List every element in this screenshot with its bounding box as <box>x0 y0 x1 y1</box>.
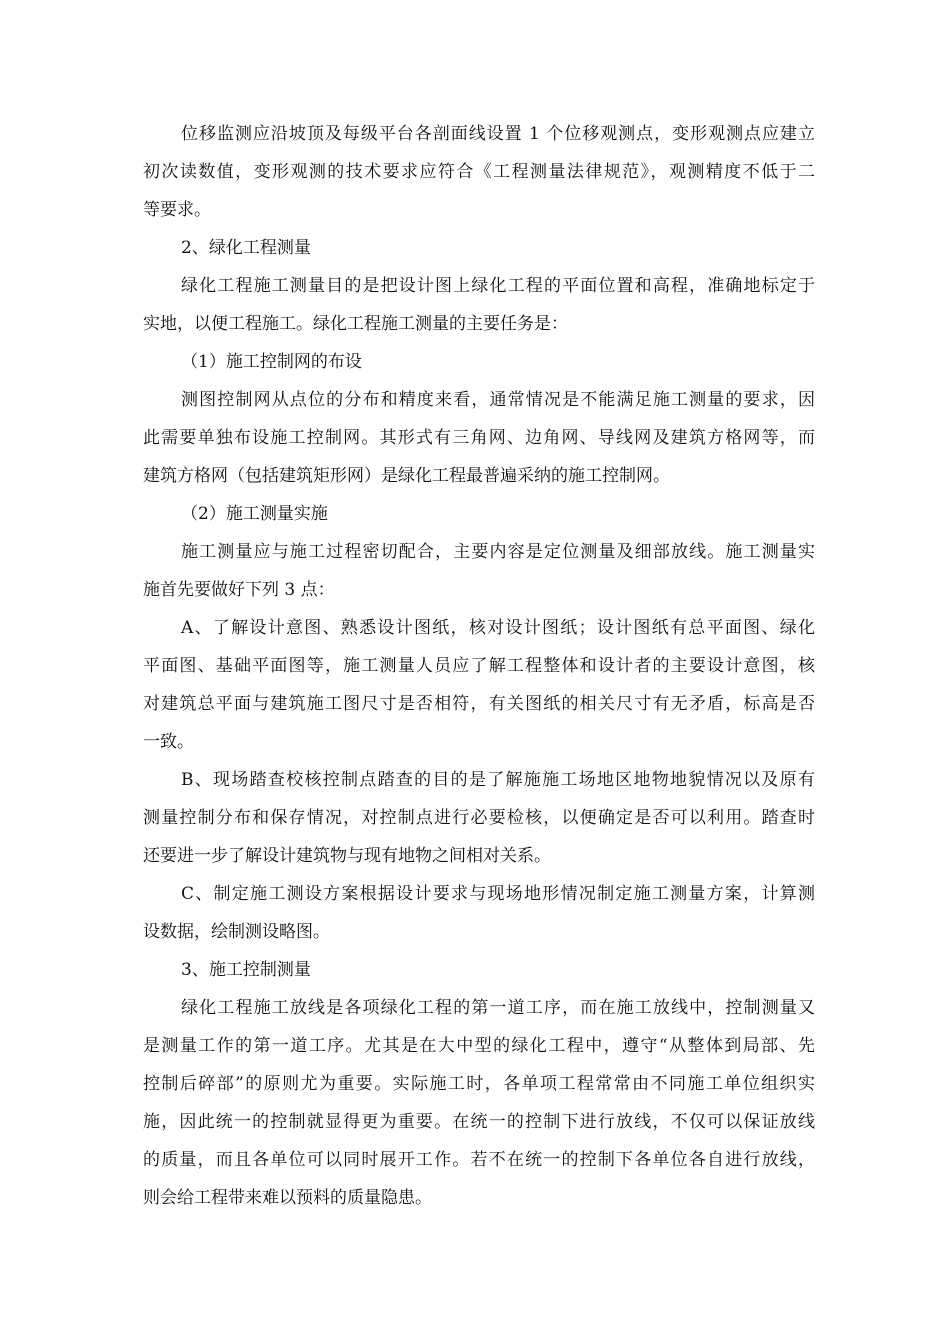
paragraph-line: 绿化工程施工测量目的是把设计图上绿化工程的平面位置和高程，准确地标定于 <box>181 276 815 296</box>
paragraph-line: A、了解设计意图、熟悉设计图纸，核对设计图纸；设计图纸有总平面图、绿化 <box>181 618 815 638</box>
paragraph-line: 还要进一步了解设计建筑物与现有地物之间相对关系。 <box>143 846 551 866</box>
paragraph-line: 建筑方格网（包括建筑矩形网）是绿化工程最普遍采纳的施工控制网。 <box>143 466 670 486</box>
paragraph-line: 一致。 <box>143 732 194 752</box>
paragraph-line: 测量控制分布和保存情况，对控制点进行必要检核，以便确定是否可以利用。踏查时 <box>143 808 815 828</box>
paragraph-line: 初次读数值，变形观测的技术要求应符合《工程测量法律规范》，观测精度不低于二 <box>143 162 815 182</box>
paragraph-line: 设数据，绘制测设略图。 <box>143 922 330 942</box>
paragraph-line: 施工测量应与施工过程密切配合，主要内容是定位测量及细部放线。施工测量实 <box>181 542 815 562</box>
paragraph-line: 绿化工程施工放线是各项绿化工程的第一道工序，而在施工放线中，控制测量又 <box>181 998 815 1018</box>
subsection-heading: （2）施工测量实施 <box>181 504 328 524</box>
paragraph-line: 控制后碎部”的原则尤为重要。实际施工时，各单项工程常常由不同施工单位组织实 <box>143 1074 815 1094</box>
section-heading: 2、绿化工程测量 <box>181 238 311 258</box>
subsection-heading: （1）施工控制网的布设 <box>181 352 362 372</box>
paragraph-line: 平面图、基础平面图等，施工测量人员应了解工程整体和设计者的主要设计意图，核 <box>143 656 815 676</box>
paragraph-line: 则会给工程带来难以预料的质量隐患。 <box>143 1188 432 1208</box>
paragraph-line: B、现场踏查校核控制点踏查的目的是了解施施工场地区地物地貌情况以及原有 <box>181 770 815 790</box>
paragraph-line: 测图控制网从点位的分布和精度来看，通常情况是不能满足施工测量的要求，因 <box>181 390 815 410</box>
paragraph-line: 位移监测应沿坡顶及每级平台各剖面线设置 1 个位移观测点，变形观测点应建立 <box>181 124 815 144</box>
paragraph-line: 施，因此统一的控制就显得更为重要。在统一的控制下进行放线，不仅可以保证放线 <box>143 1112 815 1132</box>
paragraph-line: 对建筑总平面与建筑施工图尺寸是否相符，有关图纸的相关尺寸有无矛盾，标高是否 <box>143 694 815 714</box>
paragraph-line: 等要求。 <box>143 200 211 220</box>
section-heading: 3、施工控制测量 <box>181 960 311 980</box>
paragraph-line: 施首先要做好下列 3 点： <box>143 580 335 600</box>
paragraph-line: 是测量工作的第一道工序。尤其是在大中型的绿化工程中，遵守“从整体到局部、先 <box>143 1036 815 1056</box>
paragraph-line: 的质量，而且各单位可以同时展开工作。若不在统一的控制下各单位各自进行放线， <box>143 1150 815 1170</box>
paragraph-line: C、制定施工测设方案根据设计要求与现场地形情况制定施工测量方案，计算测 <box>181 884 815 904</box>
paragraph-line: 实地，以便工程施工。绿化工程施工测量的主要任务是： <box>143 314 568 334</box>
paragraph-line: 此需要单独布设施工控制网。其形式有三角网、边角网、导线网及建筑方格网等，而 <box>143 428 815 448</box>
